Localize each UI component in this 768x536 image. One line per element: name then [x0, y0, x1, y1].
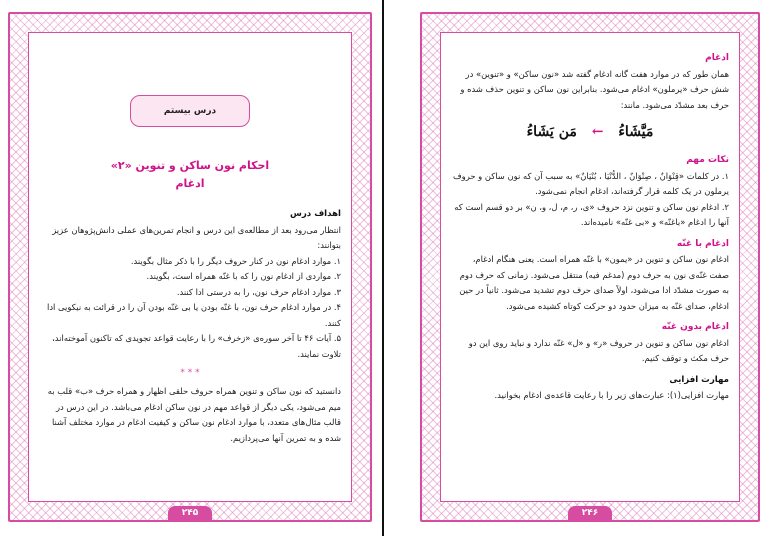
lesson-label-box [130, 95, 250, 127]
goal-item: ۱. موارد ادغام نون در کنار حروف دیگر را با ذکر مثال بگویند. [130, 255, 341, 266]
without-ghunna-paragraph: ادغام نون ساکن و تنوین در حروف «ر» و «ل» غنّه ندارد و نباید روی این دو حرف مکث و توقف کنیم. [468, 337, 729, 363]
decorative-frame [420, 12, 760, 522]
body-paragraph: دانستید که نون ساکن و تنوین همراه حروف حلقی اظهار و همراه حرف «ب» قلب به میم می‌شود، یکی دیگر از قواعد مهم در نون ساکن ادغام می‌باشد. در این درس در قالب مثال‌های متعدد، با موارد ادغام نون ساکن و کیفیت ادغام در موارد مختلف آشنا شده و به تمرین آنها می‌پردازیم. [47, 386, 341, 443]
goal-item: ۳. موارد ادغام حرف نون، را به درستی ادا کنند. [176, 286, 341, 297]
goals-header: اهداف درس [289, 209, 341, 219]
heading-without-ghunna: ادغام بدون غنّه [661, 322, 729, 332]
right-content [451, 43, 729, 491]
left-content [39, 43, 341, 491]
heading-notes: نکات مهم [686, 155, 729, 165]
goals-list [39, 254, 341, 363]
arrow-icon: ← [591, 124, 604, 140]
note-item: ۱. در کلمات «قِنْوَانٌ ، صِنْوَانٌ ، الدُّنْيَا ، بُنْيَانٌ» به سبب آن که نون ساکن و حروف یرملون در یک کلمه قرار گرفته‌اند، ادغام انجام نمی‌شود. [453, 170, 729, 196]
intro-paragraph: همان طور که در موارد هفت گانه ادغام گفته شد «نون ساکن» و «تنوین» در شش حرف «یرملون» ادغام می‌شود. بنابراین نون ساکن و تنوین حذف شده و حرف بعد مشدّد می‌شود. مانند: [460, 68, 729, 110]
goal-item: ۵. آیات ۴۶ تا آخر سوره‌ی «زخرف» را با رعایت قواعد تجویدی که تاکنون آموخته‌اند، تلاوت نمایند. [52, 333, 341, 359]
heading-skill: مهارت افزایی [669, 374, 729, 385]
right-page [384, 0, 768, 536]
with-ghunna-paragraph: ادغام نون ساکن و تنوین در «یمون» با غنّه همراه است. یعنی هنگام ادغام، صفت غنّه‌ی نون به حرف دوم (مدغم فیه) منتقل می‌شود. زمانی که حرف دوم به صورت مشدّد ادا می‌شود، اولاً صدای حرف دوم تشدید می‌شود. ثانیاً در حین ادغام، صدای غنّه به میزان حدود دو حرکت کوتاه کشیده می‌شود. [459, 254, 729, 311]
page-number: ۲۴۶ [568, 506, 612, 520]
decorative-frame [8, 12, 372, 522]
lesson-label: درس بیستم [163, 106, 217, 116]
heading-idgham: ادغام [705, 53, 729, 63]
goal-item: ۲. مواردی از ادغام نون را که با غنّه همراه است، بگویند. [146, 271, 341, 281]
page-number: ۲۴۵ [168, 506, 212, 520]
note-item: ۲. ادغام نون ساکن و تنوین نزد حروف «ی، ر، م، ل، و، ن» بر دو قسم است که آنها را ادغام «باغنّه» و «بی غنّه» نامیده‌اند. [454, 201, 729, 227]
separator-stars: * * * [180, 368, 200, 378]
heading-with-ghunna: ادغام با غنّه [676, 238, 729, 249]
goal-item: ۴. در موارد ادغام حرف نون، با غنّه بودن یا بی غنّه بودن آن را در قرائت به نیکویی ادا کنند. [47, 302, 341, 328]
goals-intro: انتظار می‌رود بعد از مطالعه‌ی این درس و انجام تمرین‌های عملی دانش‌پژوهان عزیز بتوانند: [52, 224, 341, 250]
lesson-subtitle: ادغام [175, 177, 205, 190]
lesson-title: احکام نون ساکن و تنوین «۲» [110, 159, 270, 172]
example-row [451, 117, 729, 147]
example-source: مَن يَشَاءُ [526, 124, 577, 140]
example-result: مَيَّشَاءُ [618, 124, 654, 140]
page-inner [28, 32, 352, 502]
skill-paragraph: مهارت افزایی(۱): عبارت‌های زیر را با رعایت قاعده‌ی ادغام بخوانید. [494, 390, 729, 400]
page-inner [440, 32, 740, 502]
